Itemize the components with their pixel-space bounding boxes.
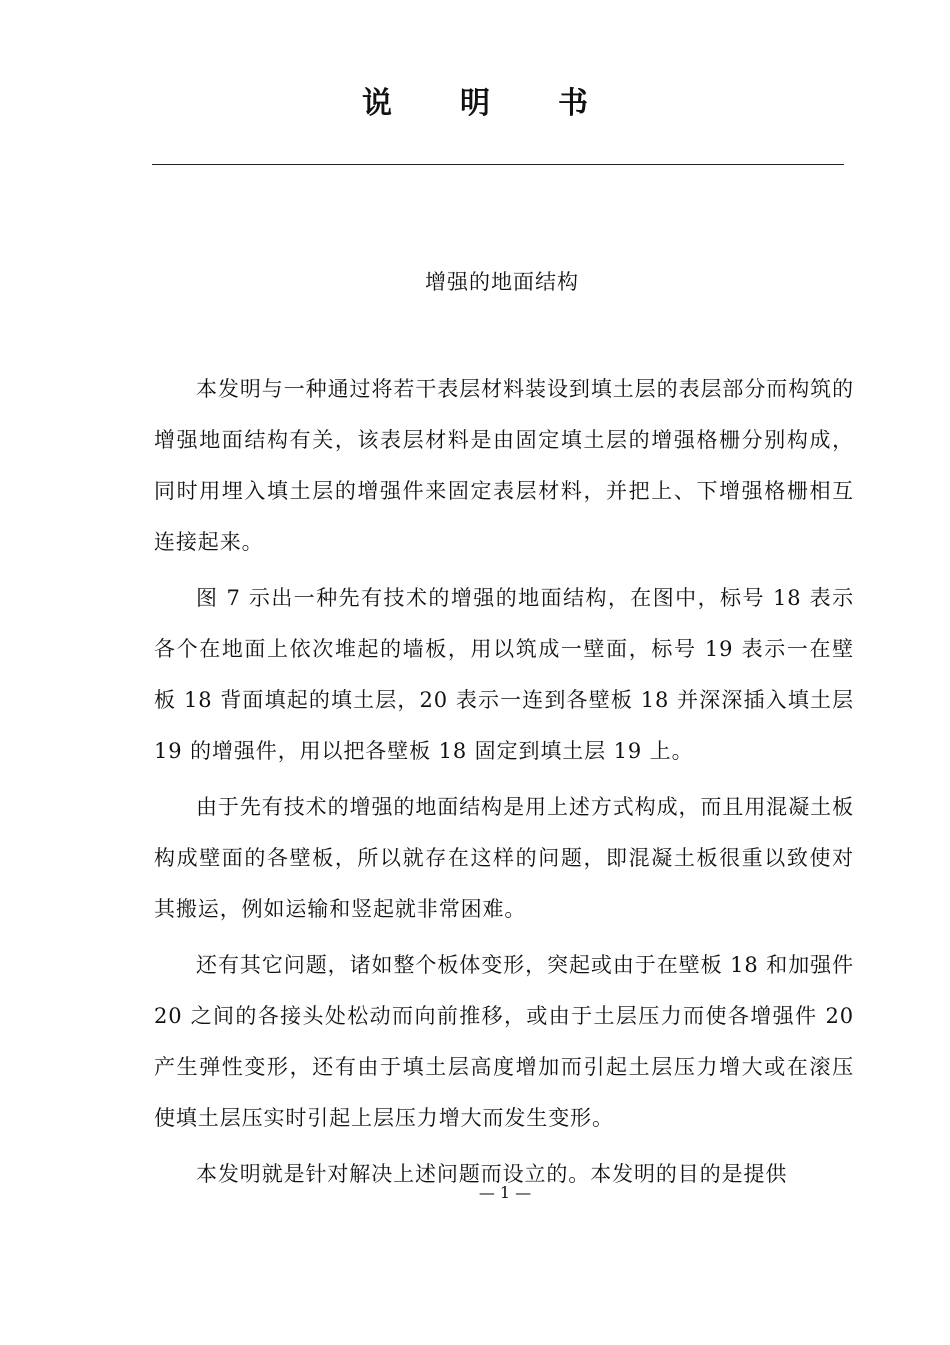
header-char: 书 — [558, 86, 588, 121]
header-divider — [152, 164, 844, 165]
paragraph: 本发明与一种通过将若干表层材料装设到填土层的表层部分而构筑的增强地面结构有关，该表层材料是由固定填土层的增强格栅分别构成，同时用埋入填土层的增强件来固定表层材料，并把上、下增强格栅相互连接起来。 — [154, 377, 854, 554]
paragraph: 还有其它问题，诸如整个板体变形，突起或由于在壁板 18 和加强件 20 之间的各接头处松动而向前推移，或由于土层压力而使各增强件 20 产生弹性变形，还有由于填土层高度增加而引起土层压力增大或在滚压使填土层压实时引起上层压力增大而发生变形。 — [154, 953, 854, 1130]
paragraph: 本发明就是针对解决上述问题而设立的。本发明的目的是提供 — [196, 1162, 788, 1186]
header-char: 明 — [460, 86, 490, 121]
paragraph: 图 7 示出一种先有技术的增强的地面结构，在图中，标号 18 表示各个在地面上依次堆起的墙板，用以筑成一壁面，标号 19 表示一在壁板 18 背面填起的填土层，20 表示一连到各壁板 18 并深深插入填土层 19 的增强件，用以把各壁板 18 固定到填土层 19 上。 — [154, 586, 854, 763]
paragraph: 由于先有技术的增强的地面结构是用上述方式构成，而且用混凝土板构成壁面的各壁板，所以就存在这样的问题，即混凝土板很重以致使对其搬运，例如运输和竖起就非常困难。 — [154, 795, 854, 921]
page-number: — 1 — — [478, 1183, 532, 1202]
body-text — [154, 364, 854, 1205]
page-header-title — [0, 78, 950, 122]
document-title: 增强的地面结构 — [425, 270, 579, 294]
header-char: 说 — [362, 86, 392, 121]
